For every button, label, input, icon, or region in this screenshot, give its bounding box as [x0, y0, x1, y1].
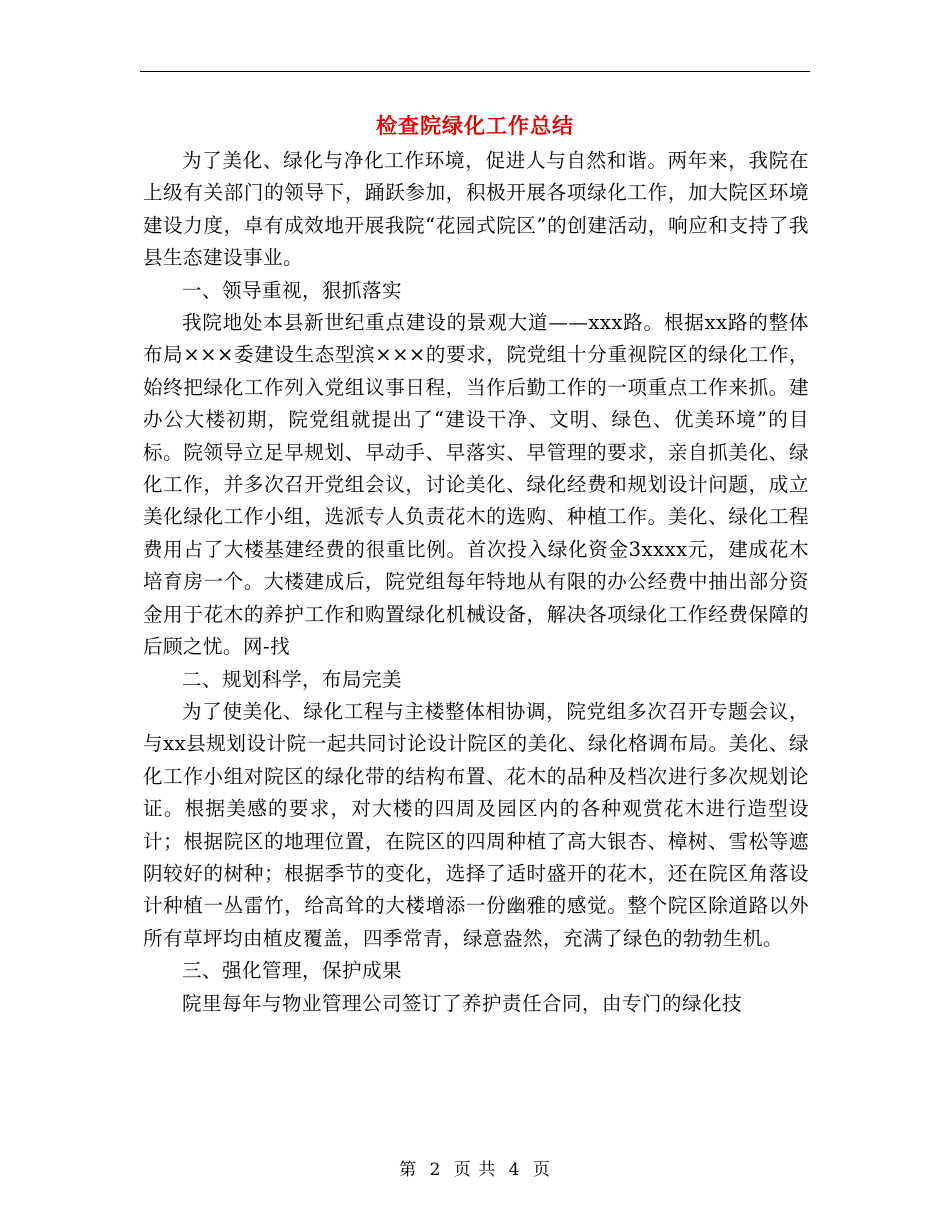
section-heading: 二、规划科学，布局完美 — [182, 667, 403, 691]
body-paragraph: 我院地处本县新世纪重点建设的景观大道——xxx路。根据xx路的整体布局×××委建设生态型滨×××的要求，院党组十分重视院区的绿化工作，始终把绿化工作列入党组议事日程，当作后勤工作的一项重点工作来抓。建办公大楼初期，院党组就提出了“建设干净、文明、绿色、优美环境”的目标。院领导立足早规划、早动手、早落实、早管理的要求，亲自抓美化、绿化工作，并多次召开党组会议，讨论美化、绿化经费和规划设计问题，成立美化绿化工作小组，选派专人负责花木的选购、种植工作。美化、绿化工程费用占了大楼基建经费的很重比例。首次投入绿化资金3xxxx元，建成花木培育房一个。大楼建成后，院党组每年特地从有限的办公经费中抽出部分资金用于花木的养护工作和购置绿化机械设备，解决各项绿化工作经费保障的后顾之忧。网-找 — [143, 311, 809, 659]
section-heading: 一、领导重视，狠抓落实 — [182, 278, 403, 302]
footer-suffix: 页 — [532, 1160, 551, 1180]
body-paragraph: 为了美化、绿化与净化工作环境，促进人与自然和谐。两年来，我院在上级有关部门的领导下，踊跃参加，积极开展各项绿化工作，加大院区环境建设力度，卓有成效地开展我院“花园式院区”的创建活动，响应和支持了我县生态建设事业。 — [143, 149, 809, 270]
body-paragraph: 为了使美化、绿化工程与主楼整体相协调，院党组多次召开专题会议，与xx县规划设计院一起共同讨论设计院区的美化、绿化格调布局。美化、绿化工作小组对院区的绿化带的结构布置、花木的品种及档次进行多次规划论证。根据美感的要求，对大楼的四周及园区内的各种观赏花木进行造型设计；根据院区的地理位置，在院区的四周种植了高大银杏、樟树、雪松等遮阴较好的树种；根据季节的变化，选择了适时盛开的花木，还在院区角落设计种植一丛雷竹，给高耸的大楼增添一份幽雅的感觉。整个院区除道路以外所有草坪均由植皮覆盖，四季常青，绿意盎然，充满了绿色的勃勃生机。 — [143, 699, 809, 950]
section-heading: 三、强化管理，保护成果 — [182, 959, 403, 983]
footer-middle: 页 共 — [453, 1160, 497, 1180]
body-paragraph: 院里每年与物业管理公司签订了养护责任合同，由专门的绿化技 — [182, 991, 743, 1015]
total-page-count: 4 — [508, 1160, 521, 1180]
page-footer — [0, 1155, 950, 1180]
document-body — [143, 145, 809, 1020]
header-rule — [140, 71, 810, 72]
footer-prefix: 第 — [399, 1160, 418, 1180]
document-title: 检查院绿化工作总结 — [376, 113, 574, 138]
current-page-number: 2 — [429, 1160, 442, 1180]
